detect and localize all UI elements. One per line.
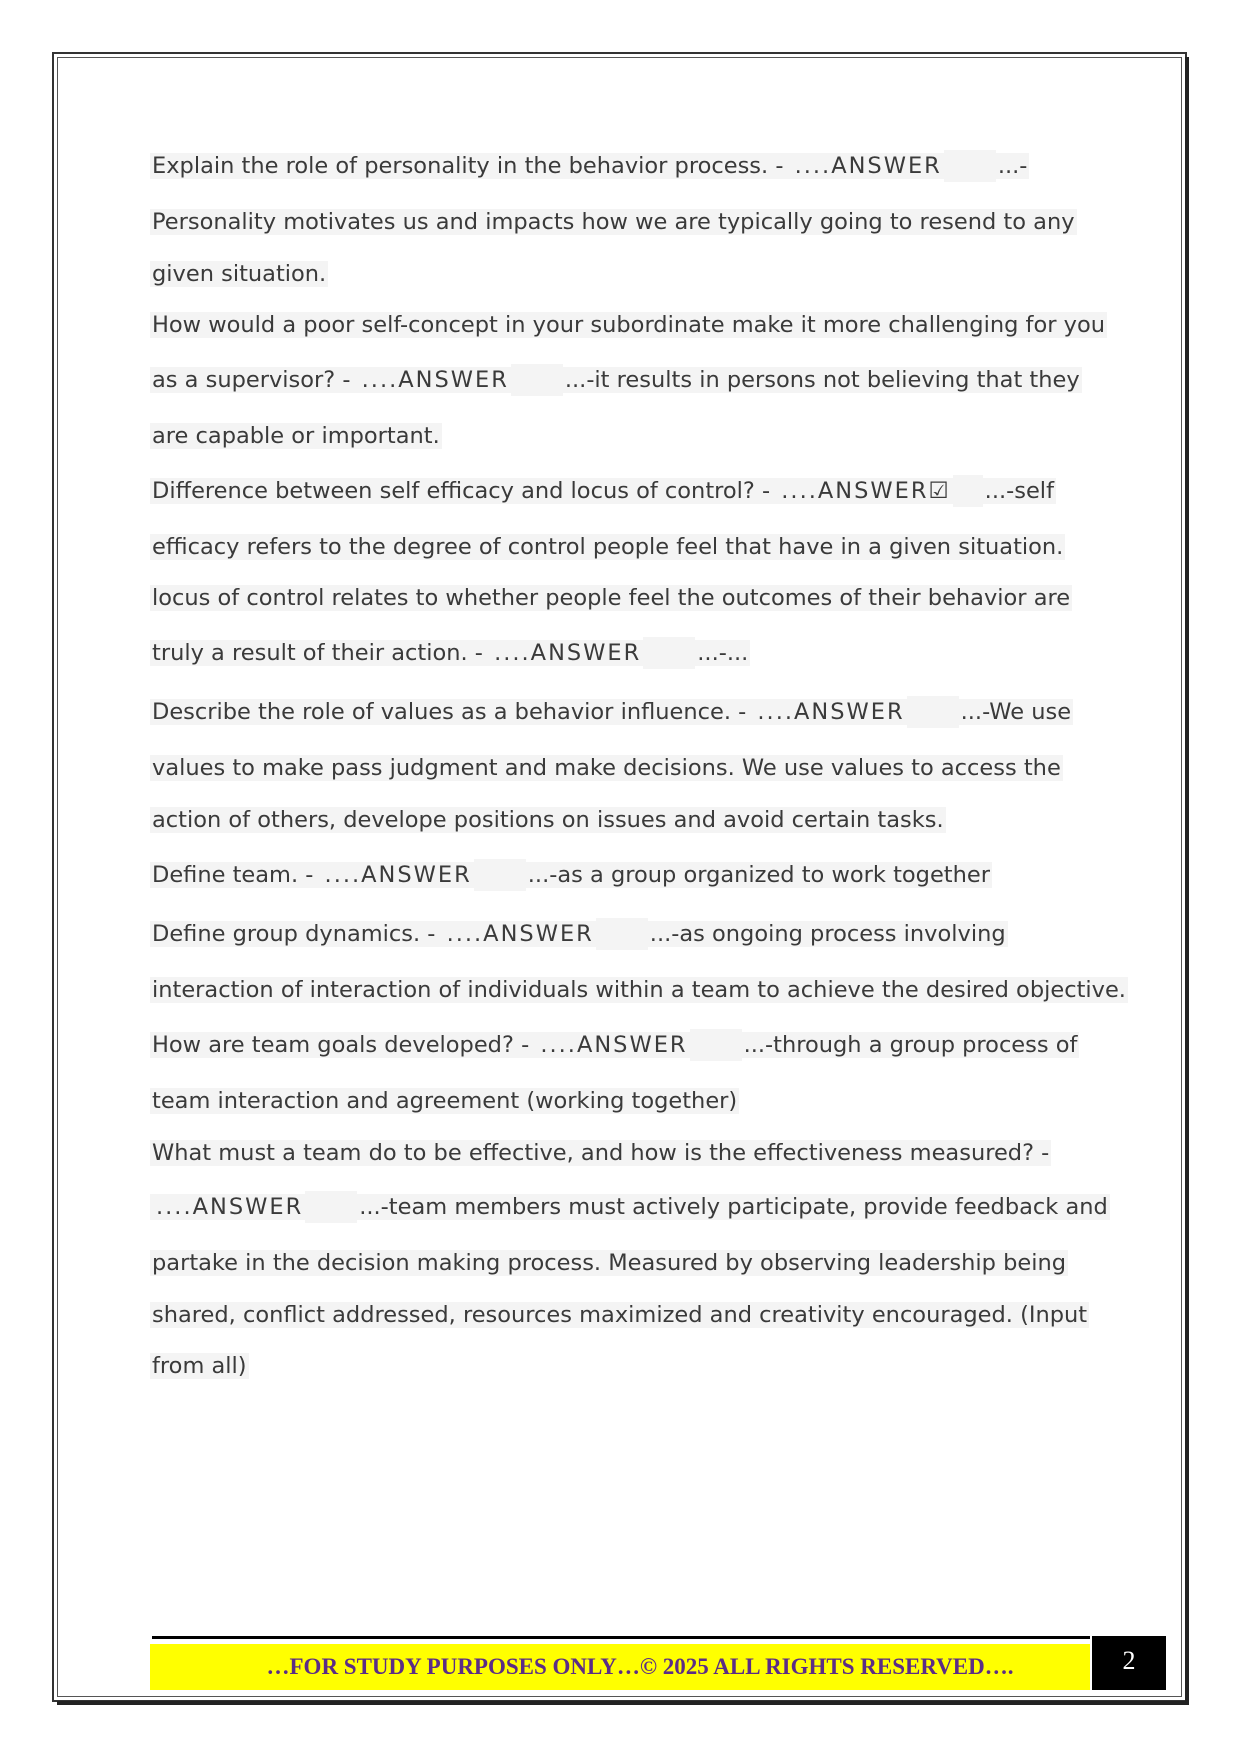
answer-marker: ....ANSWER xyxy=(794,153,942,179)
line-text: interaction of interaction of individuals within a team to achieve the desired objective. xyxy=(152,977,1126,1003)
answer-text: ...-through a group process of xyxy=(743,1032,1078,1058)
text-line xyxy=(150,1137,1051,1169)
answer-text: ...-as a group organized to work together xyxy=(527,862,990,888)
answer-text: ...-it results in persons not believing that they xyxy=(564,367,1080,393)
text-line xyxy=(150,1299,1089,1331)
line-text: from all) xyxy=(152,1353,247,1379)
answer-text: ...- xyxy=(997,153,1028,179)
answer-marker: ....ANSWER xyxy=(494,640,642,666)
answer-text: ...-We use xyxy=(960,699,1072,725)
answer-marker: ....ANSWER xyxy=(540,1032,688,1058)
text-line xyxy=(150,531,1065,563)
line-text: partake in the decision making process. Measured by observing leadership being xyxy=(152,1250,1067,1276)
answer-marker: ....ANSWER xyxy=(156,1194,304,1220)
answer-text: ...-team members must actively participate, provide feedback and xyxy=(359,1194,1108,1220)
page-border-shadow-bottom xyxy=(57,1701,1189,1705)
text-line xyxy=(150,1085,739,1117)
text-line xyxy=(150,206,1077,238)
question-text: Define group dynamics. - xyxy=(152,921,443,947)
text-line xyxy=(150,918,1008,950)
question-text: How are team goals developed? - xyxy=(152,1032,537,1058)
page-border-shadow-right xyxy=(1185,57,1189,1705)
text-line xyxy=(150,696,1073,728)
text-line xyxy=(150,637,750,669)
answer-marker: ....ANSWER xyxy=(361,367,509,393)
text-line xyxy=(150,1191,1110,1223)
answer-gap xyxy=(907,696,959,728)
text-line xyxy=(150,1029,1079,1061)
text-line xyxy=(150,364,1082,396)
text-line xyxy=(150,258,328,290)
line-text: locus of control relates to whether people feel the outcomes of their behavior are xyxy=(152,585,1071,611)
text-line xyxy=(150,309,1107,341)
question-text: Describe the role of values as a behavior influence. - xyxy=(152,699,754,725)
question-text: truly a result of their action. - xyxy=(152,640,491,666)
answer-text: ...-... xyxy=(697,640,749,666)
line-text: efficacy refers to the degree of control people feel that have in a given situation. xyxy=(152,534,1064,560)
question-text: Define team. - xyxy=(152,862,321,888)
text-line xyxy=(150,859,992,891)
text-line xyxy=(150,804,946,836)
line-text: team interaction and agreement (working together) xyxy=(152,1088,738,1114)
answer-gap xyxy=(690,1029,742,1061)
text-line xyxy=(150,752,1063,784)
answer-gap xyxy=(944,150,996,182)
line-text: are capable or important. xyxy=(152,423,440,449)
answer-marker: ....ANSWER xyxy=(757,699,905,725)
answer-marker: ....ANSWER☑ xyxy=(781,478,951,504)
line-text: shared, conflict addressed, resources maximized and creativity encouraged. (Input xyxy=(152,1302,1088,1328)
answer-gap xyxy=(953,475,983,507)
text-line xyxy=(150,420,442,452)
line-text: What must a team do to be effective, and how is the effectiveness measured? - xyxy=(152,1140,1050,1166)
question-text: Explain the role of personality in the behavior process. - xyxy=(152,153,791,179)
question-text: as a supervisor? - xyxy=(152,367,358,393)
text-line xyxy=(150,475,1056,507)
footer-rule xyxy=(152,1636,1090,1639)
text-line xyxy=(150,582,1072,614)
text-line xyxy=(150,974,1128,1006)
question-text: Difference between self efficacy and locus of control? - xyxy=(152,478,778,504)
line-text: Personality motivates us and impacts how we are typically going to resend to any xyxy=(152,209,1075,235)
answer-gap xyxy=(474,859,526,891)
line-text: action of others, develope positions on issues and avoid certain tasks. xyxy=(152,807,944,833)
page-number: 2 xyxy=(1092,1636,1166,1690)
line-text: values to make pass judgment and make decisions. We use values to access the xyxy=(152,755,1061,781)
answer-marker: ....ANSWER xyxy=(446,921,594,947)
answer-marker: ....ANSWER xyxy=(324,862,472,888)
answer-gap xyxy=(305,1191,357,1223)
line-text: given situation. xyxy=(152,261,327,287)
text-line xyxy=(150,150,1029,182)
answer-text: ...-self xyxy=(984,478,1054,504)
footer-notice: …FOR STUDY PURPOSES ONLY…© 2025 ALL RIGHTS RESERVED…. xyxy=(266,1654,1014,1679)
answer-text: ...-as ongoing process involving xyxy=(649,921,1006,947)
answer-gap xyxy=(596,918,648,950)
text-line xyxy=(150,1247,1068,1279)
line-text: How would a poor self-concept in your subordinate make it more challenging for you xyxy=(152,312,1105,338)
answer-gap xyxy=(643,637,695,669)
answer-gap xyxy=(511,364,563,396)
text-line xyxy=(150,1350,249,1382)
footer-banner xyxy=(150,1644,1090,1690)
